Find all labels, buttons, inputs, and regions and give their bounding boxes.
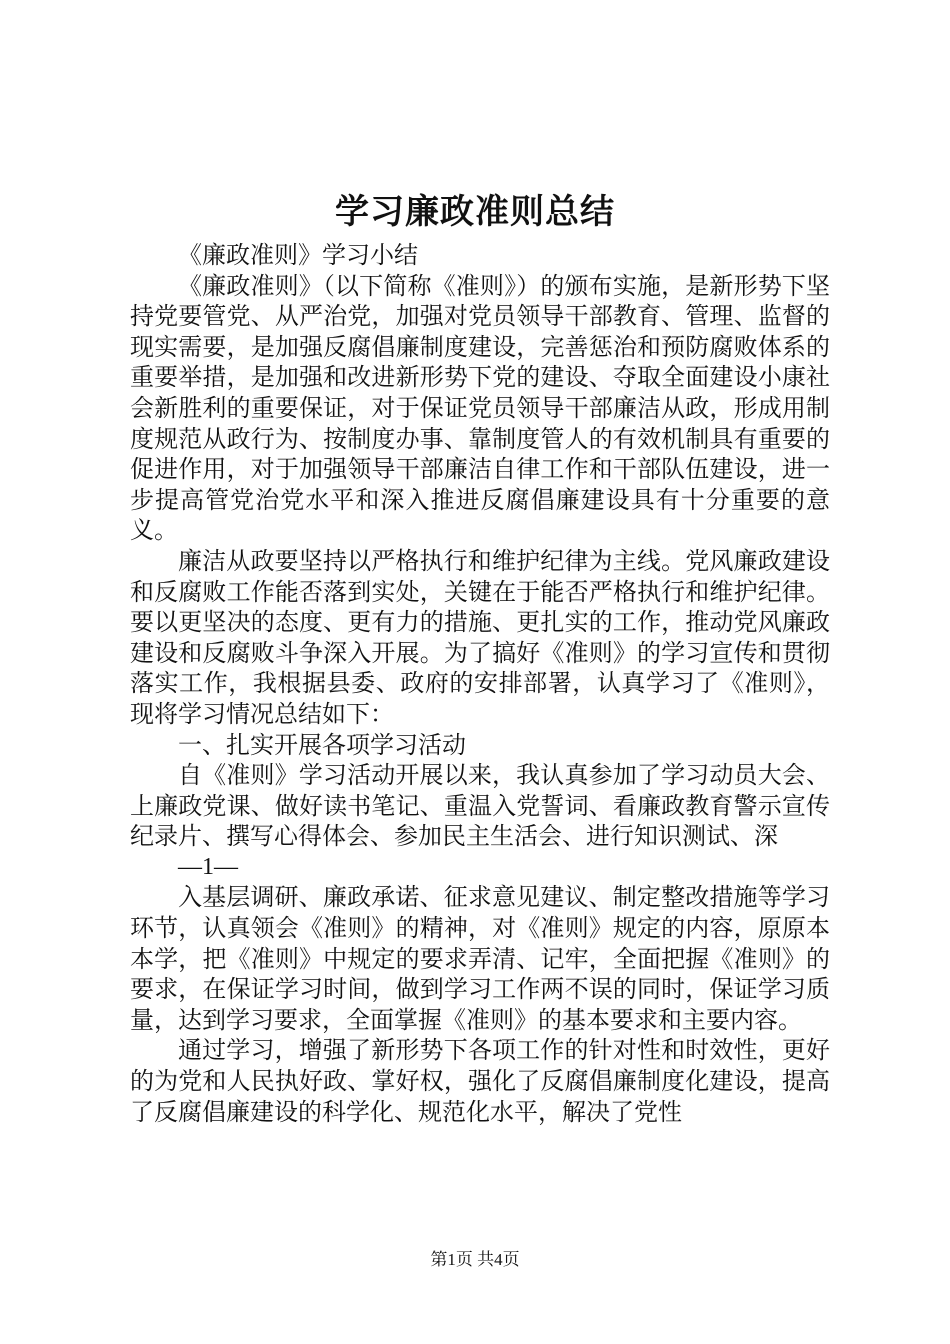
inline-page-marker: —1— — [178, 853, 238, 880]
document-title: 学习廉政准则总结 — [335, 192, 615, 232]
subtitle-paragraph: 《廉政准则》学习小结 — [178, 241, 418, 269]
section-heading: 一、扎实开展各项学习活动 — [178, 730, 466, 759]
body-paragraph: 廉洁从政要坚持以严格执行和维护纪律为主线。党风廉政建设和反腐败工作能否落到实处，关键在于能否严格执行和维护纪律。要以更坚决的态度、更有力的措施、更扎实的工作，推动党风廉政建设和反腐败斗争深入开展。为了搞好《准则》的学习宣传和贯彻落实工作，我根据县委、政府的安排部署，认真学习了《准则》，现将学习情况总结如下： — [130, 546, 830, 728]
body-paragraph: 《廉政准则》（以下简称《准则》）的颁布实施，是新形势下坚持党要管党、从严治党，加强对党员领导干部教育、管理、监督的现实需要，是加强反腐倡廉制度建设，完善惩治和预防腐败体系的重要举措，是加强和改进新形势下党的建设、夺取全面建设小康社会新胜利的重要保证，对于保证党员领导干部廉洁从政，形成用制度规范从政行为、按制度办事、靠制度管人的有效机制具有重要的促进作用，对于加强领导干部廉洁自律工作和干部队伍建设，进一步提高管党治党水平和深入推进反腐倡廉建设具有十分重要的意义。 — [130, 271, 830, 545]
body-paragraph: 自《准则》学习活动开展以来，我认真参加了学习动员大会、上廉政党课、做好读书笔记、重温入党誓词、看廉政教育警示宣传纪录片、撰写心得体会、参加民主生活会、进行知识测试、深 — [130, 761, 830, 851]
document-body — [130, 240, 830, 1127]
page-footer: 第1页 共4页 — [430, 1250, 520, 1269]
body-paragraph: 通过学习，增强了新形势下各项工作的针对性和时效性，更好的为党和人民执好政、掌好权，强化了反腐倡廉制度化建设，提高了反腐倡廉建设的科学化、规范化水平，解决了党性 — [130, 1036, 830, 1126]
body-paragraph: 入基层调研、廉政承诺、征求意见建议、制定整改措施等学习环节，认真领会《准则》的精神，对《准则》规定的内容，原原本本学，把《准则》中规定的要求弄清、记牢，全面把握《准则》的要求，在保证学习时间，做到学习工作两不误的同时，保证学习质量，达到学习要求，全面掌握《准则》的基本要求和主要内容。 — [130, 883, 830, 1034]
